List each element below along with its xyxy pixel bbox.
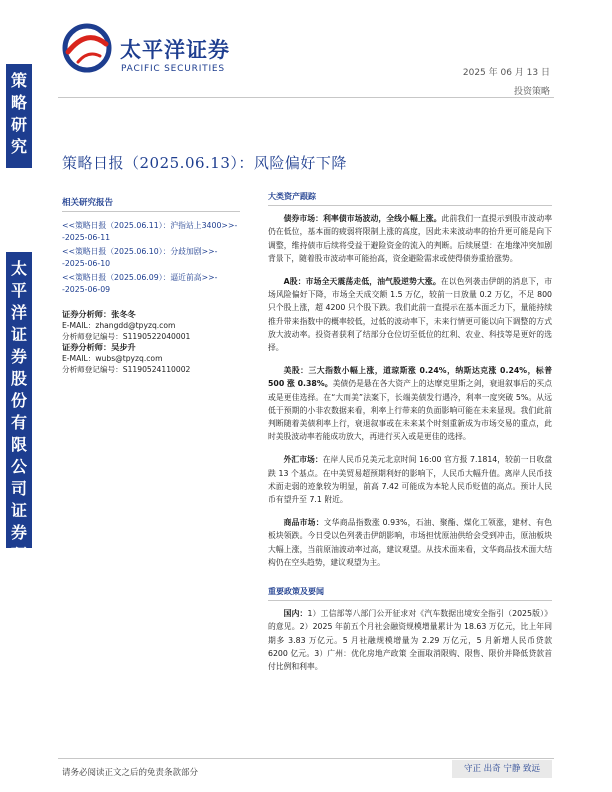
paragraph-lead: 债券市场：利率债市场波动，全线小幅上涨。 — [283, 214, 442, 224]
paragraph-lead: 美股：三大指数小幅上涨，道琼斯涨 0.24%，纳斯达克涨 0.24%，标普 500 涨 0.38%。 — [268, 366, 552, 389]
analyst-block — [62, 309, 240, 375]
footer-divider — [58, 758, 554, 759]
header-divider — [58, 97, 554, 98]
side-banner-category: 策略研究 — [6, 64, 32, 168]
related-report-link[interactable]: <<策略日报（2025.06.10）：分歧加剧>>--2025-06-10 — [62, 247, 218, 268]
analyst-reg-no: 分析师登记编号：S1190522040001 — [62, 332, 191, 341]
analyst-label: 证券分析师： — [62, 342, 112, 352]
report-date: 2025 年 06 月 13 日 — [462, 68, 550, 78]
analyst-email[interactable]: E-MAIL：zhangdd@tpyzq.com — [62, 321, 176, 330]
paragraph-body: 美债仍是悬在各大资产上的达摩克里斯之剑，衰退叙事后的买点或是更佳选择。在“大而美”法案下，长端美债发行遇冷，利率一度突破 5%。从远低于预期的小非农数据来看，利率上行带来的负面影响可能在未来显现。我们此前判断随着美债利率上行，衰退叙事或在未来某个时刻重新成为市场交易的重点，此时美股波动率若能成功放大，再进行买入或是更佳的选择。 — [268, 379, 552, 442]
related-report-link[interactable]: <<策略日报（2025.06.11）：沪指站上3400>>--2025-06-11 — [62, 221, 238, 242]
paragraph-lead: 商品市场： — [283, 518, 324, 528]
related-report-link[interactable]: <<策略日报（2025.06.09）：逼近前高>>--2025-06-09 — [62, 273, 218, 294]
brand-name-cn: 太平洋证券 — [120, 37, 230, 62]
section-heading-policy: 重要政策及要闻 — [268, 585, 552, 601]
paragraph-policy — [268, 607, 552, 673]
related-reports-heading: 相关研究报告 — [62, 196, 240, 212]
footer-motto: 守正 出奇 宁静 致远 — [452, 760, 552, 778]
paragraph-lead: 外汇市场： — [283, 455, 323, 465]
paragraph-us-stocks — [268, 364, 552, 443]
side-banner-company: 太平洋证券股份有限公司证券研究报告 — [6, 252, 32, 548]
main-content — [268, 190, 552, 683]
paragraph-fx — [268, 453, 552, 506]
footer-disclaimer: 请务必阅读正文之后的免责条款部分 — [62, 768, 199, 778]
paragraph-body: 文华商品指数涨 0.93%，石油、聚酯、煤化工领涨，建材、有色板块领跌。今日受以色列袭击伊朗影响，市场担忧原油供给会受到冲击，原油板块大幅上涨，当前原油波动率过高，建议观望。从技术面来看，文华商品技术面大结构仍在空头趋势，建议观望为主。 — [268, 518, 552, 567]
section-heading-assets: 大类资产跟踪 — [268, 190, 552, 206]
paragraph-commodities — [268, 516, 552, 569]
report-title: 策略日报（2025.06.13）：风险偏好下降 — [62, 154, 347, 172]
analyst-label: 证券分析师： — [62, 309, 112, 319]
brand-name-en: PACIFIC SECURITIES — [121, 64, 225, 74]
brand-logo-icon — [62, 22, 112, 74]
analyst-reg-no: 分析师登记编号：S1190524110002 — [62, 365, 191, 374]
report-type: 投资策略 — [513, 87, 550, 97]
paragraph-lead: 国内： — [283, 609, 308, 619]
left-sidebar — [62, 196, 240, 375]
analyst-email[interactable]: E-MAIL：wubs@tpyzq.com — [62, 354, 163, 363]
paragraph-body: 在岸人民币兑美元北京时间 16:00 官方报 7.1814，较前一日收盘跌 13 个基点。在中美贸易超预期利好的影响下，人民币大幅升值。离岸人民币技术面走弱的迹象较为明显，前高 7.42 可能成为本轮人民币贬值的高点。预计人民币有望升至 7.1 附近。 — [268, 455, 553, 505]
analyst-name: 张冬冬 — [111, 309, 136, 319]
paragraph-body: 在以色列袭击伊朗的消息下，市场风险偏好下降，市场全天成交额 1.5 万亿，较前一日放量 0.2 万亿，不足 800 只个股上涨，超 4200 只个股下跌。我们此前一直提示在基本面乏力下，量能持续推升带来指数中的概率较低，过低的波动率下，未来行情更可能以向下调整的方式放大波动率。投资者获利了结部分仓位切至低位的红利、农业、科技等是更好的选择。 — [268, 277, 552, 353]
paragraph-body: 此前我们一直提示到股市波动率仍在低位，基本面的疲弱将限制上涨的高度，因此未来波动率的抬升更可能是向下调整，维持债市后续将受益于避险资金的流入的判断。后续展望：在地缘冲突加剧背景下，随着股市波动率可能抬高，资金避险需求或使得债券重拾涨势。 — [268, 214, 553, 263]
paragraph-lead: A股：市场全天震荡走低，油气股逆势大涨。 — [283, 277, 441, 287]
paragraph-body: 1）工信部等八部门公开征求对《汽车数据出境安全指引（2025版）》的意见。2）2025 年前五个月社会融资规模增量累计为 18.63 万亿元，比上年同期多 3.83 万亿元。5 月社融规模增量为 2.29 万亿元，5 月新增人民币贷款 6200 亿元。3）广州：优化房地产政策 全面取消限购、限售、限价并降低贷款首付比例和利率。 — [268, 609, 552, 672]
paragraph-bonds — [268, 212, 552, 265]
analyst-name: 吴步升 — [111, 342, 136, 352]
paragraph-a-shares — [268, 275, 552, 354]
